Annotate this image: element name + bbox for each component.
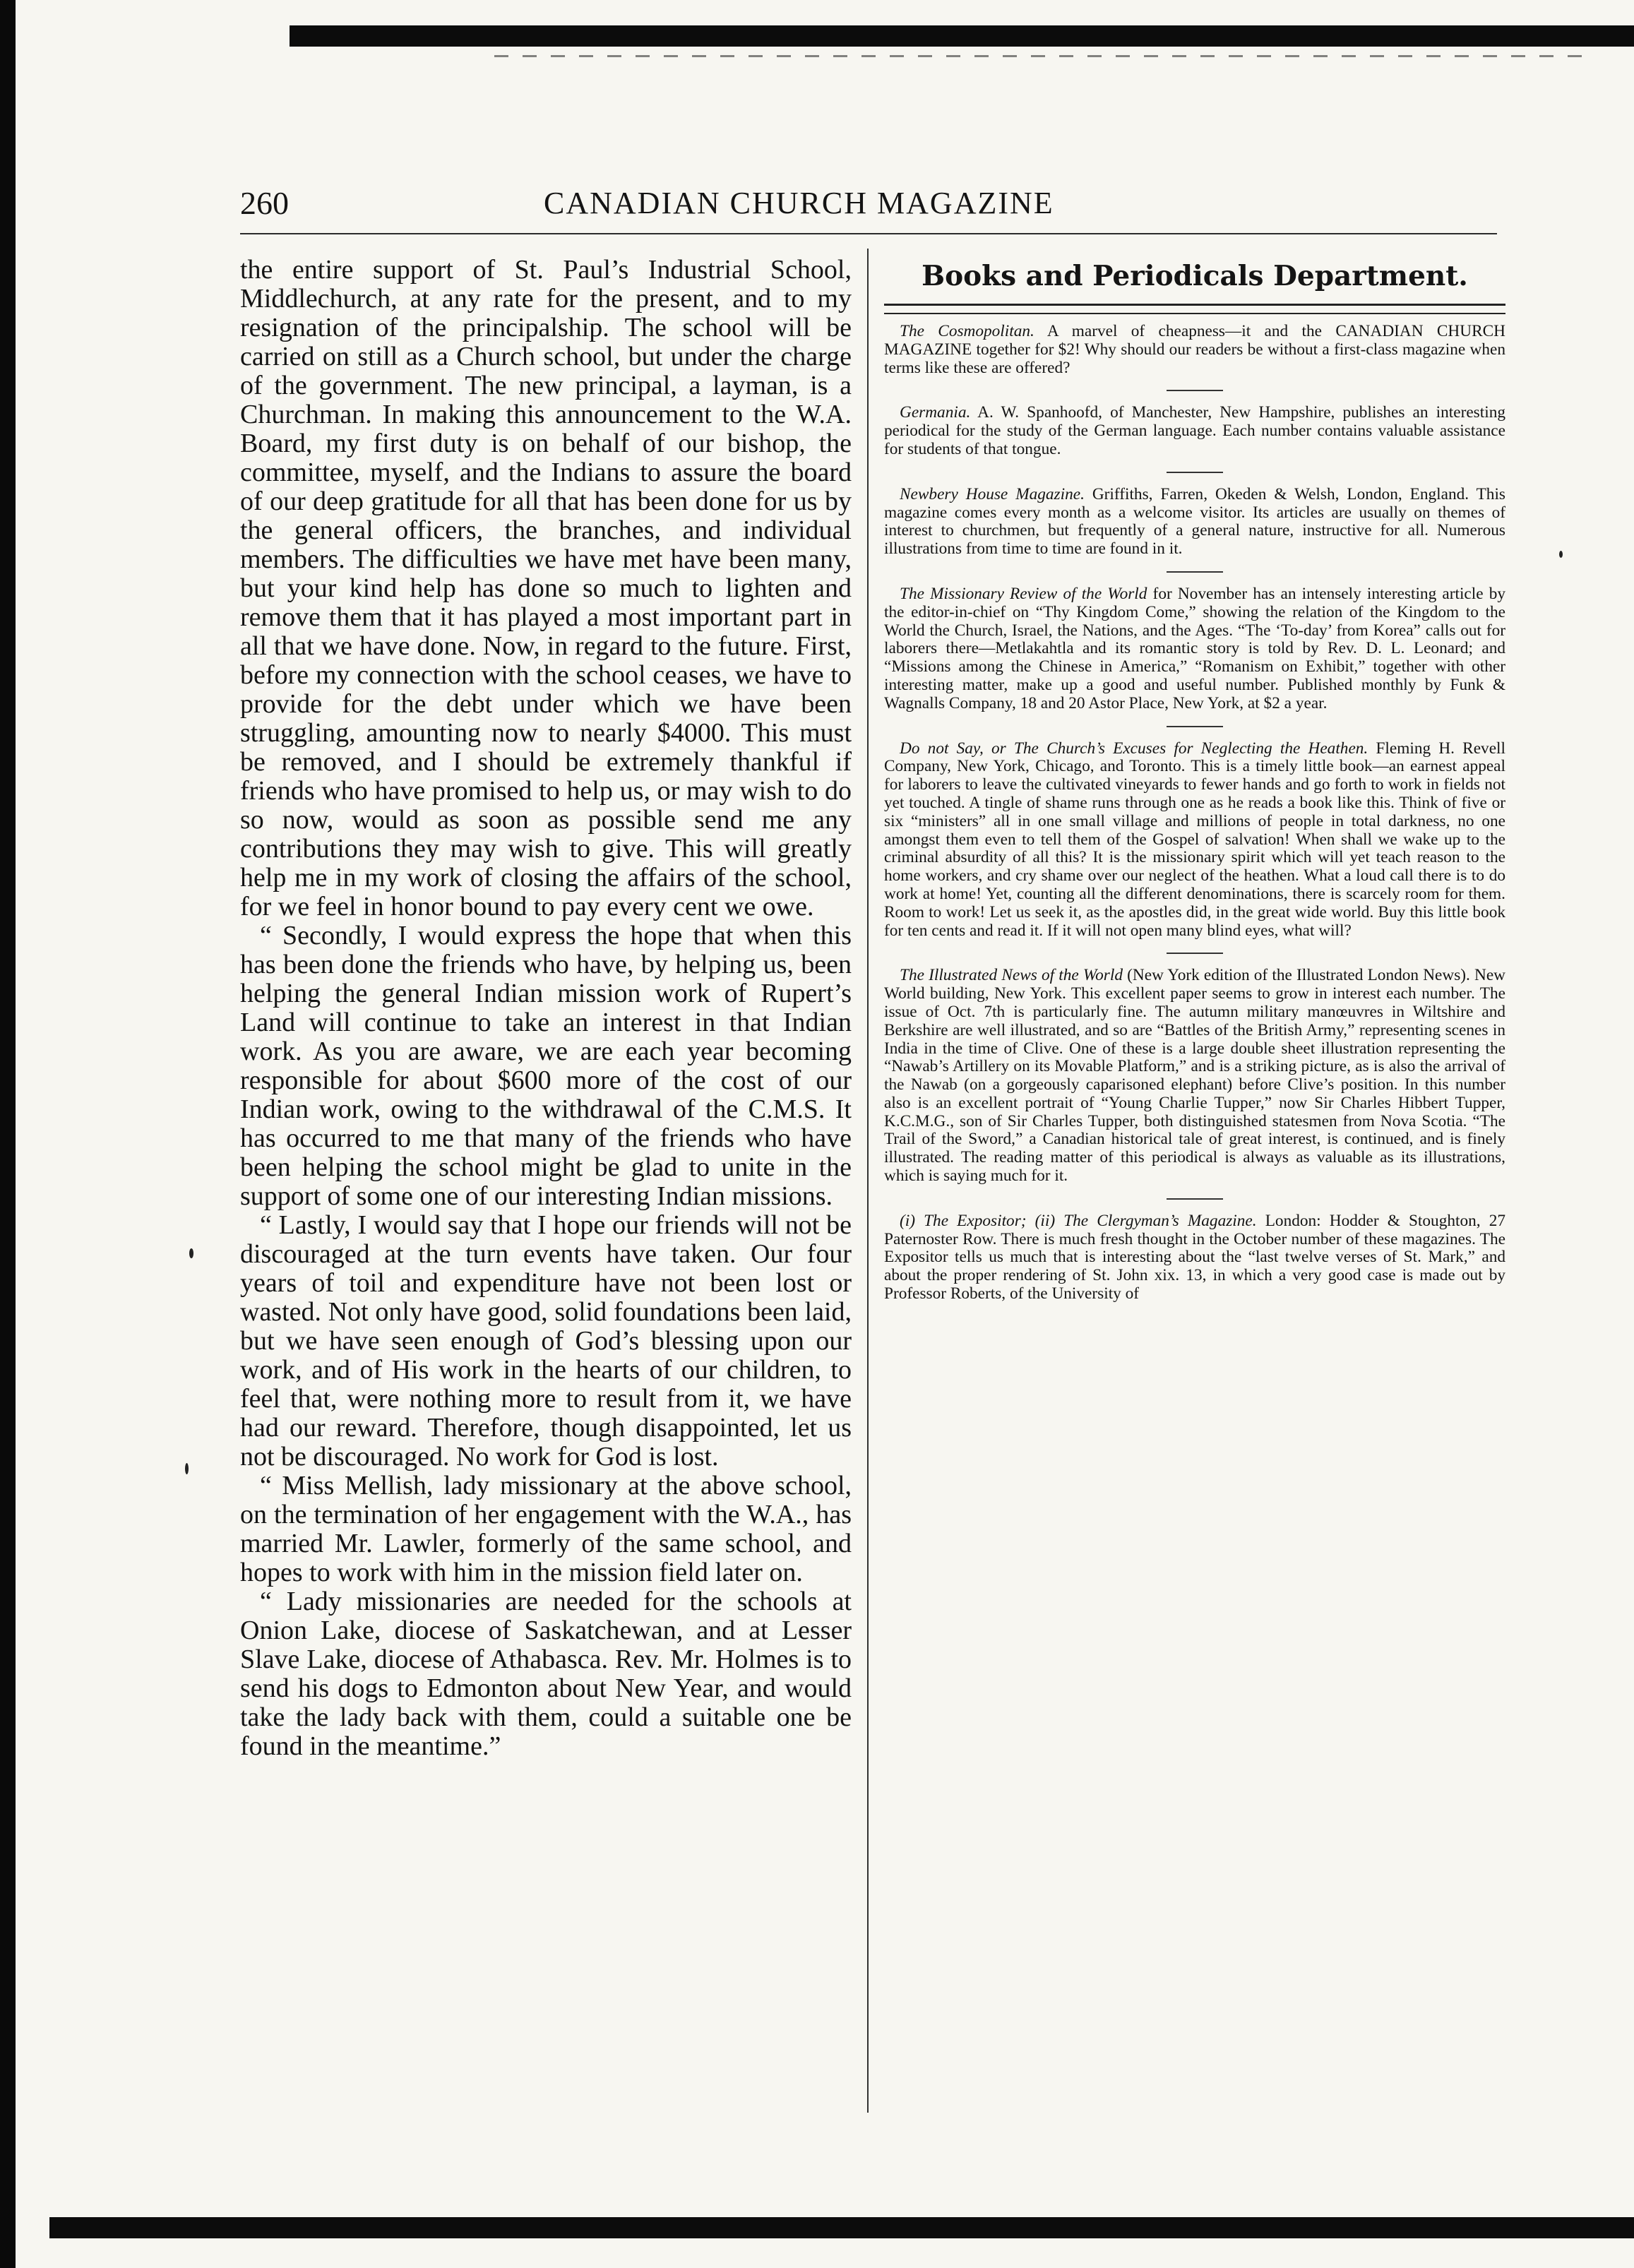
entry-title: The Missionary Review of the World (900, 584, 1147, 603)
entry-title: The Illustrated News of the World (900, 966, 1123, 985)
header-rule (240, 233, 1497, 234)
entry-body: Fleming H. Revell Company, New York, Chicago, and Toronto. This is a timely little book—an earnest appeal for laborers to leave the cultivated vineyards to fewer hands and go forth to work in fields not yet touched. A tingle of shame runs through one as he reads a book like this. Think of five or six “ministers” all in one small village and millions of people in total darkness, no one amongst them even to tell them of the Gospel of salvation! When shall we wake up to the criminal absurdity of all this? It is the missionary spirit which will yet teach reason to the home workers, and cry shame over our neglect of the heathen. What a loud call there is to do work at home! Yet, counting all the different denominations, there is scarcely room for them. Room to work! Let us seek it, as the apostles did, in the great wide world. Buy this little book for ten cents and read it. If it will not open many blind eyes, what will? (884, 739, 1505, 940)
entry-title: (i) The Expositor; (ii) The Clergyman’s Magazine. (900, 1211, 1257, 1230)
scan-bottom-border (49, 2217, 1634, 2238)
left-paragraph: “ Miss Mellish, lady missionary at the above school, on the termination of her engagement with the W.A., has married Mr. Lawler, formerly of the same school, and hopes to work with him in the mission field later on. (240, 1471, 852, 1587)
entry-title: The Cosmopolitan. (900, 322, 1034, 340)
binding-edge (0, 0, 16, 2268)
entry-body: Griffiths, Farren, Okeden & Welsh, London, England. This magazine comes every month as a welcome visitor. Its articles are usually on themes of interest to churchmen, but frequently of a general nature, instructive for all. Numerous illustrations from time to time are found in it. (884, 484, 1505, 559)
left-paragraph: “ Lady missionaries are needed for the schools at Onion Lake, diocese of Saskatchewan, and at Lesser Slave Lake, diocese of Athabasca. Rev. Mr. Holmes is to send his dogs to Edmonton about New Year, and would take the lady back with them, could a suitable one be found in the meantime.” (240, 1587, 852, 1761)
entry-title: Do not Say, or The Church’s Excuses for Neglecting the Heathen. (900, 739, 1368, 758)
review-entry (884, 486, 1505, 559)
heading-double-rule (884, 304, 1505, 314)
entry-separator (1167, 953, 1223, 954)
department-heading: Books and Periodicals Department. (922, 260, 1468, 292)
entry-title: Germania. (900, 403, 971, 422)
entry-separator (1167, 726, 1223, 727)
review-entry (884, 404, 1505, 458)
entry-separator (1167, 1198, 1223, 1200)
running-title: CANADIAN CHURCH MAGAZINE (544, 186, 1054, 220)
column-divider (867, 249, 869, 2113)
scan-speck (1559, 551, 1563, 558)
left-paragraph: the entire support of St. Paul’s Industrial School, Middlechurch, at any rate for the present, and to my resignation of the principalship. The school will be carried on still as a Church school, but under the charge of the government. The new principal, a layman, is a Churchman. In making this announcement to the W.A. Board, my first duty is on behalf of our bishop, the committee, myself, and the Indians to assure the board of our deep gratitude for all that has been done for us by the general officers, the branches, and individual members. The difficulties we have met have been many, but your kind help has done so much to lighten and remove them that it has played a most important part in all that we have done. Now, in regard to the future. First, before my connection with the school ceases, we have to provide for the debt under which we have been struggling, amounting now to nearly $4000. This must be removed, and I should be extremely thankful if friends who have promised to help us, or may wish to do so now, would as soon as possible send me any contributions they may wish to give. This will greatly help me in my work of closing the affairs of the school, for we feel in honor bound to pay every cent we owe. (240, 255, 852, 921)
entry-body: London: Hodder & Stoughton, 27 Paternoster Row. There is much fresh thought in the October number of these magazines. The Expositor tells us much that is interesting about the “last twelve verses of St. Mark,” and about the proper rendering of St. John xix. 13, in which a very good case is made out by Professor Roberts, of the University of (884, 1211, 1505, 1303)
entry-title: Newbery House Magazine. (900, 484, 1085, 503)
left-column (240, 256, 852, 1761)
page-header (240, 182, 1497, 232)
scan-speck (189, 1248, 193, 1258)
review-entry (884, 740, 1505, 941)
scan-speck (185, 1463, 189, 1474)
scan-top-border (290, 25, 1634, 47)
entry-body: A marvel of cheapness—it and the CANADIAN CHURCH MAGAZINE together for $2! Why should our readers be without a first-class magazine when terms like these are offered? (884, 322, 1505, 377)
entry-body: A. W. Spanhoofd, of Manchester, New Hampshire, publishes an interesting periodical for the study of the German language. Each number contains valuable assistance for students of that tongue. (884, 403, 1505, 458)
scan-top-dashes (494, 55, 1596, 57)
entry-separator (1167, 390, 1223, 391)
left-paragraph: “ Secondly, I would express the hope that when this has been done the friends who have, by helping us, been helping the general Indian mission work of Rupert’s Land will continue to take an interest in that Indian work. As you are aware, we are each year becoming responsible for about $600 more of the cost of our Indian work, owing to the withdrawal of the C.M.S. It has occurred to me that many of the friends who have been helping the school might be glad to unite in the support of some one of our interesting Indian missions. (240, 921, 852, 1211)
review-entry (884, 323, 1505, 377)
right-column (884, 256, 1505, 1303)
review-entry (884, 967, 1505, 1186)
entry-body: for November has an intensely interesting article by the editor-in-chief on “Thy Kingdom Come,” showing the relation of the Kingdom to the World the Church, Israel, the Nations, and the Ages. “The ‘To-day’ from Korea” calls out for laborers there—Metlakahtla and its romantic story is told by Rev. D. L. Leonard; and “Missions among the Chinese in America,” “Romanism on Exhibit,” together with other interesting matter, make up a good and useful number. Published monthly by Funk & Wagnalls Company, 18 and 20 Astor Place, New York, at $2 a year. (884, 584, 1505, 712)
entry-separator (1167, 472, 1223, 473)
review-entry (884, 585, 1505, 713)
review-entry (884, 1212, 1505, 1303)
left-paragraph: “ Lastly, I would say that I hope our friends will not be discouraged at the turn events have taken. Our four years of toil and expenditure have not been lost or wasted. Not only have good, solid foundations been laid, but we have seen enough of God’s blessing upon our work, and of His work in the hearts of our children, to feel that, were nothing more to result from it, we have had our reward. Therefore, though disappointed, let us not be discouraged. No work for God is lost. (240, 1210, 852, 1472)
entry-body: (New York edition of the Illustrated London News). New World building, New York. This excellent paper seems to grow in interest each number. The issue of Oct. 7th is particularly fine. The autumn military manœuvres in Wiltshire and Berkshire are well illustrated, and so are “Battles of the British Army,” representing scenes in India in the time of Clive. One of these is a large double sheet illustration representing the “Nawab’s Artillery on its Movable Platform,” and is a striking picture, as is also the arrival of the Nawab (on a gorgeously caparisoned elephant) before Clive’s position. In this number also is an excellent portrait of “Young Charlie Tupper,” now Sir Charles Hibbert Tupper, K.C.M.G., son of Sir Charles Tupper, both distinguished statesmen from Nova Scotia. “The Trail of the Sword,” a Canadian historical tale of great interest, is continued, and is finely illustrated. The reading matter of this periodical is always as valuable as its illustrations, which is saying much for it. (884, 966, 1506, 1186)
entry-separator (1167, 571, 1223, 573)
page-number: 260 (240, 185, 289, 221)
